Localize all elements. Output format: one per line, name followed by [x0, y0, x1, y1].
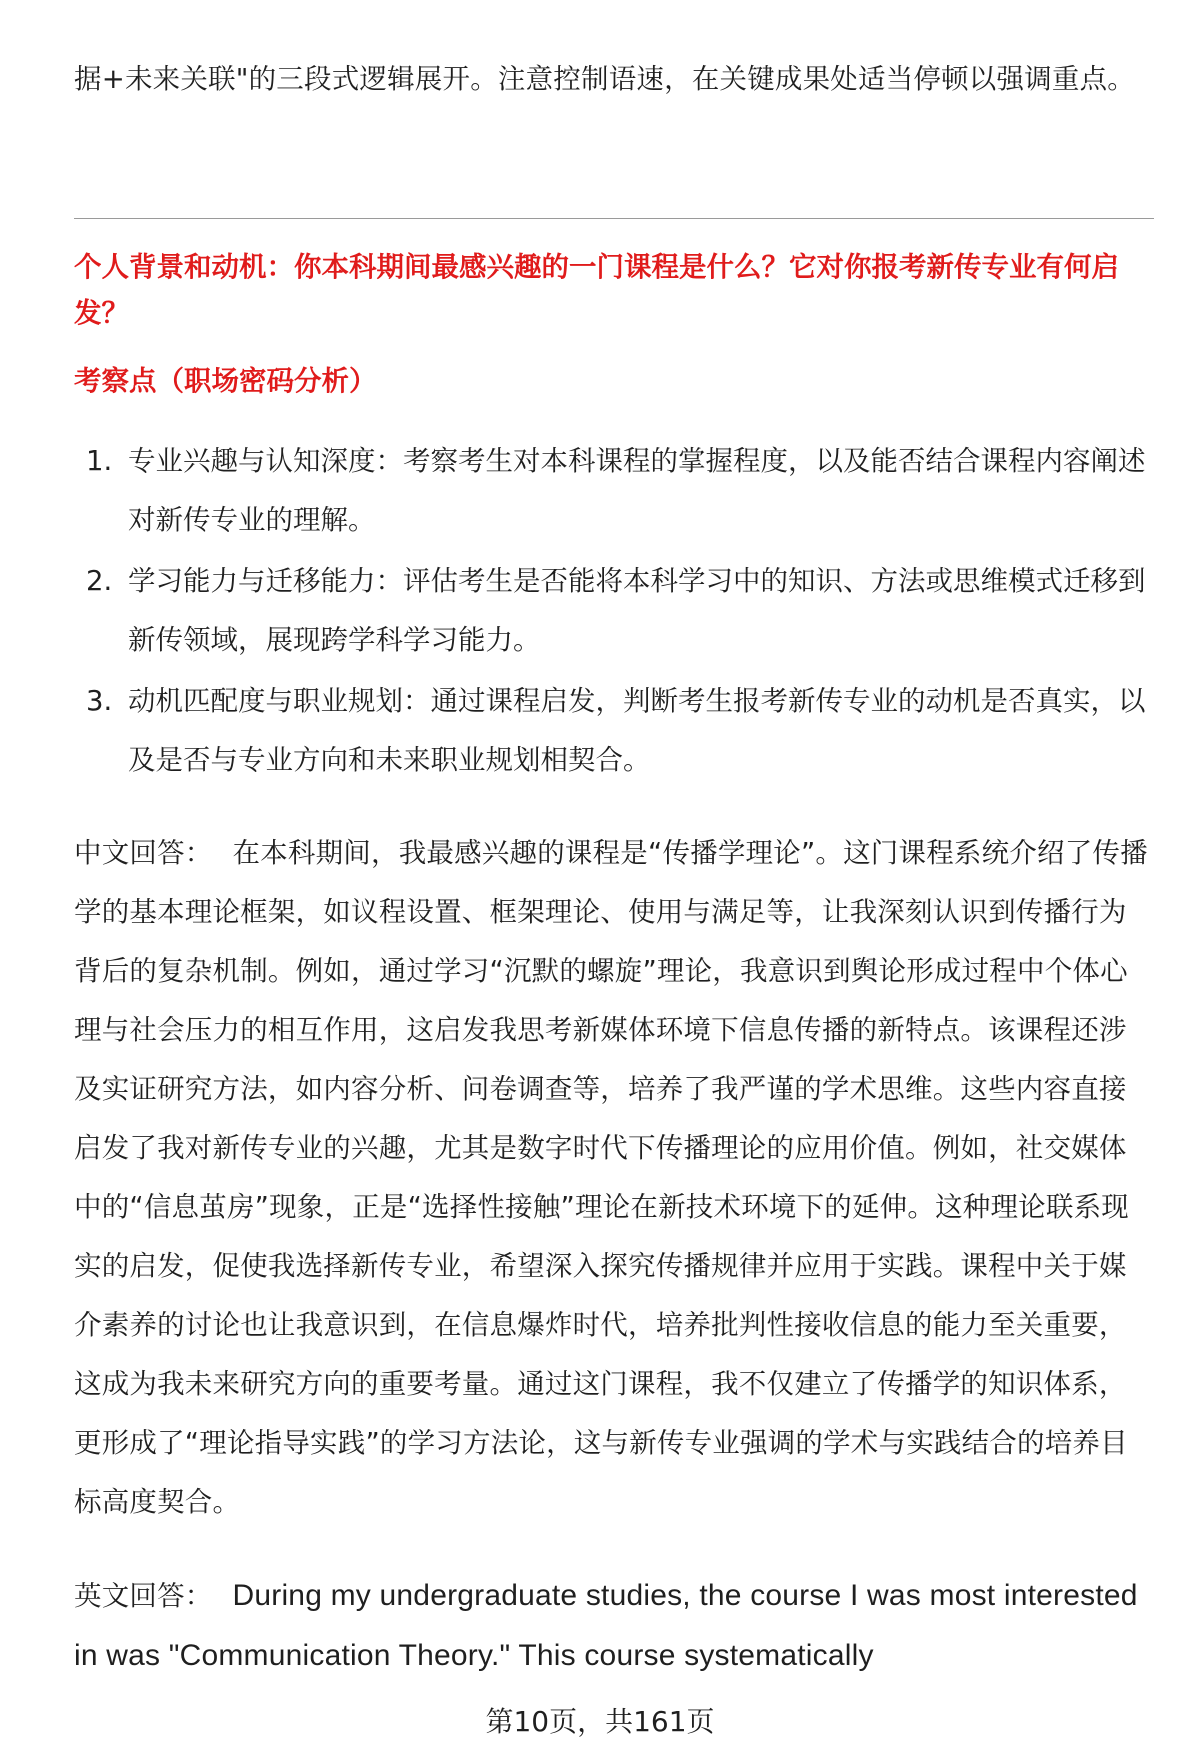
english-answer-text: During my undergraduate studies, the course I was most interested in was "Communication Theory." This course systematically [74, 1579, 1138, 1672]
english-answer-label: 英文回答： [74, 1580, 213, 1612]
list-item [74, 552, 1154, 670]
list-item-number: 3. [86, 685, 113, 717]
list-item-text: 专业兴趣与认知深度：考察考生对本科课程的掌握程度，以及能否结合课程内容阐述对新传专业的理解。 [128, 445, 1146, 536]
list-item-text: 学习能力与迁移能力：评估考生是否能将本科学习中的知识、方法或思维模式迁移到新传领域，展现跨学科学习能力。 [128, 565, 1146, 656]
list-item-text: 动机匹配度与职业规划：通过课程启发，判断考生报考新传专业的动机是否真实，以及是否与专业方向和未来职业规划相契合。 [128, 685, 1146, 776]
analysis-list [74, 432, 1154, 792]
analysis-heading: 考察点（职场密码分析） [74, 365, 377, 397]
chinese-answer-text: 在本科期间，我最感兴趣的课程是“传播学理论”。这门课程系统介绍了传播学的基本理论框架，如议程设置、框架理论、使用与满足等，让我深刻认识到传播行为背后的复杂机制。例如，通过学习“沉默的螺旋”理论，我意识到舆论形成过程中个体心理与社会压力的相互作用，这启发我思考新媒体环境下信息传播的新特点。该课程还涉及实证研究方法，如内容分析、问卷调查等，培养了我严谨的学术思维。这些内容直接启发了我对新传专业的兴趣，尤其是数字时代下传播理论的应用价值。例如，社交媒体中的“信息茧房”现象，正是“选择性接触”理论在新技术环境下的延伸。这种理论联系现实的启发，促使我选择新传专业，希望深入探究传播规律并应用于实践。课程中关于媒介素养的讨论也让我意识到，在信息爆炸时代，培养批判性接收信息的能力至关重要，这成为我未来研究方向的重要考量。通过这门课程，我不仅建立了传播学的知识体系，更形成了“理论指导实践”的学习方法论，这与新传专业强调的学术与实践结合的培养目标高度契合。 [74, 837, 1148, 1518]
section-divider [74, 218, 1154, 219]
list-item-number: 1. [86, 445, 113, 477]
chinese-answer-paragraph [74, 824, 1154, 1532]
list-item [74, 672, 1154, 790]
intro-paragraph: 据+未来关联"的三段式逻辑展开。注意控制语速，在关键成果处适当停顿以强调重点。 [74, 63, 1135, 95]
list-item-number: 2. [86, 565, 113, 597]
page-number-footer: 第10页，共161页 [485, 1705, 715, 1738]
chinese-answer-label: 中文回答： [74, 837, 213, 869]
english-answer-paragraph [74, 1566, 1154, 1685]
question-heading: 个人背景和动机：你本科期间最感兴趣的一门课程是什么？它对你报考新传专业有何启发？ [74, 251, 1119, 329]
list-item [74, 432, 1154, 550]
